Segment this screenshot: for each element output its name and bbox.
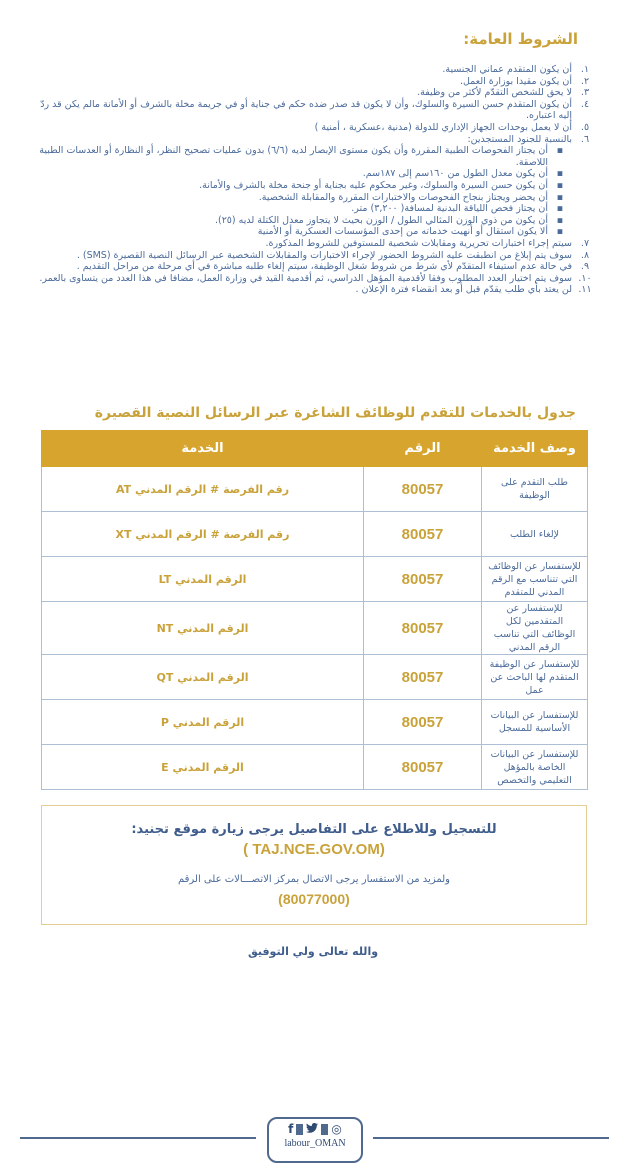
term-text: أن يكون مقيدا بوزارة العمل. (459, 75, 572, 87)
term-text: سوف يتم إبلاغ من انطبقت عليه الشروط الحضور لإجراء الاختبارات والمقابلات الشخصية عبر الرسائل النصية القصيرة (SMS) . (76, 249, 572, 261)
divider (321, 1124, 328, 1135)
table-row (42, 467, 588, 512)
term-text: سيتم إجراء اختبارات تحريرية ومقابلات شخصية للمستوفين للشروط المذكورة. (265, 237, 572, 249)
table-row (42, 602, 588, 655)
term-text: في حالة عدم استيفاء المتقدّم لأي شرط من شروط شغل الوظيفة، سيتم إلغاء طلبه مباشرة في أي مرحلة من مراحل التقديم . (76, 261, 572, 273)
term-item (38, 250, 598, 262)
footer-divider-left (20, 1137, 256, 1139)
term-item (38, 99, 598, 122)
condition-text: أن يكون حسن السيرة والسلوك، وغير محكوم عليه بجناية أو جنحة مخلة بالشرف والأمانة. (199, 179, 548, 191)
term-number: ٦. (580, 133, 590, 145)
condition-text: أن يجتاز فحص اللياقة البدنية لمسافة( ٣,٢٠٠) متر. (351, 203, 548, 215)
condition-text: ألا يكون استقال أو أنهيت خدماته من إحدى المؤسسات العسكرية أو الأمنية (257, 226, 548, 238)
divider (296, 1124, 303, 1135)
bullet-icon: ▪ (556, 168, 564, 180)
table-row (42, 745, 588, 790)
twitter-icon[interactable] (303, 1122, 321, 1136)
service-description: للإستفسار عن الوظائف التي تتناسب مع الرقم المدني للمتقدم (482, 557, 588, 602)
condition-item (38, 203, 598, 215)
services-table (41, 430, 588, 790)
sms-command: الرقم المدني NT (42, 602, 364, 655)
term-number: ٢. (580, 75, 590, 87)
condition-item (38, 192, 598, 204)
service-description: لإلغاء الطلب (482, 512, 588, 557)
sms-command: الرقم المدني QT (42, 655, 364, 700)
term-text: لن يعتد بأي طلب يقدّم قبل أو بعد انقضاء فترة الإعلان . (355, 284, 572, 296)
term-item (38, 64, 598, 76)
term-item (38, 87, 598, 99)
term-number: ٩. (580, 261, 590, 273)
term-number: ٨. (580, 249, 590, 261)
term-text: أن يكون المتقدم حسن السيرة والسلوك، وأن لا يكون قد صدر ضده حكم في جناية أو في جريمة مخلة بالشرف أو الأمانة مالم يكن قد ردّ إليه اعتباره. (40, 98, 572, 122)
term-number: ١١. (578, 284, 592, 296)
table-row (42, 512, 588, 557)
table-header-row (42, 431, 588, 467)
social-icons (269, 1122, 361, 1136)
service-description: للإستفسار عن المتقدمين لكل الوظائف التي تناسب الرقم المدني (482, 602, 588, 655)
term-item (38, 76, 598, 88)
term-item (38, 122, 598, 134)
condition-item (38, 168, 598, 180)
table-row (42, 557, 588, 602)
service-description: للإستفسار عن البيانات الخاصة بالمؤهل التعليمي والتخصص (482, 745, 588, 790)
bullet-icon: ▪ (556, 203, 564, 215)
register-text: للتسجيل وللاطلاع على التفاصيل يرجى زيارة موقع تجنيد: (131, 822, 497, 837)
sms-number: 80057 (364, 602, 482, 655)
term-number: ٥. (580, 121, 590, 133)
header-number: الرقم (364, 431, 482, 467)
table-row (42, 655, 588, 700)
table-row (42, 700, 588, 745)
sms-command: الرقم المدني LT (42, 557, 364, 602)
bullet-icon: ▪ (556, 191, 564, 203)
bullet-icon: ▪ (556, 145, 564, 157)
term-item (38, 134, 598, 146)
term-item (38, 261, 598, 273)
term-text: بالنسبة للجنود المستجدين: (467, 133, 572, 145)
service-description: للإستفسار عن البيانات الأساسية للمسجل (482, 700, 588, 745)
closing-text: والله تعالى ولي التوفيق (247, 945, 379, 958)
bullet-icon: ▪ (556, 179, 564, 191)
sms-number: 80057 (364, 745, 482, 790)
condition-text: أن يجتاز الفحوصات الطبية المقررة وأن يكون مستوى الإبصار لديه (٦/٦) بدون عمليات تصحيح النظر، أو النظارة أو العدسات الطبية اللاصقة. (39, 145, 548, 168)
term-number: ٤. (580, 98, 590, 110)
term-text: لا يحق للشخص التقدّم لأكثر من وظيفة. (417, 87, 572, 99)
term-item (38, 273, 598, 285)
condition-text: أن يكون من ذوي الوزن المثالي الطول / الوزن بحيث لا يتجاوز معدل الكتلة لديه (٢٥). (214, 214, 548, 226)
term-text: أن لا يعمل بوحدات الجهاز الإداري للدولة (مدنية ،عسكرية ، أمنية ) (314, 121, 572, 133)
condition-item (38, 180, 598, 192)
term-item (38, 284, 598, 296)
sms-number: 80057 (364, 700, 482, 745)
footer-divider-right (373, 1137, 609, 1139)
header-service: الخدمة (42, 431, 364, 467)
header-description: وصف الخدمة (482, 431, 588, 467)
term-number: ٧. (580, 237, 590, 249)
service-description: للإستفسار عن الوظيفة المتقدم لها الباحث عن عمل (482, 655, 588, 700)
website-link[interactable]: (TAJ.NCE.GOV.OM ) (243, 841, 385, 858)
condition-text: أن يحضر ويجتاز بنجاح الفحوصات والاختبارات المقررة والمقابلة الشخصية. (258, 191, 548, 203)
condition-item (38, 226, 598, 238)
condition-item (38, 215, 598, 227)
recruit-conditions-list (38, 145, 598, 238)
bullet-icon: ▪ (556, 214, 564, 226)
registration-info-box (41, 805, 587, 925)
sms-command: الرقم المدني E (42, 745, 364, 790)
service-description: طلب التقدم على الوظيفة (482, 467, 588, 512)
facebook-icon[interactable]: f (288, 1122, 294, 1136)
condition-item (38, 145, 598, 168)
sms-number: 80057 (364, 512, 482, 557)
bullet-icon: ▪ (556, 226, 564, 238)
term-number: ٣. (580, 87, 590, 99)
term-text: سوف يتم اختيار العدد المطلوب وفقا لأقدمية المؤهل الدراسي، ثم أقدمية القيد في وزارة العمل، مضافا في هذا العدد من يتساوى بالعمر. (39, 272, 572, 284)
phone-number[interactable]: (80077000) (278, 891, 350, 907)
term-item (38, 238, 598, 250)
sms-number: 80057 (364, 557, 482, 602)
social-media-badge (267, 1117, 363, 1163)
contact-text: ولمزيد من الاستفسار يرجى الاتصال بمركز الاتصـــالات على الرقم (177, 874, 451, 885)
sms-command: رقم الفرصة # الرقم المدني XT (42, 512, 364, 557)
sms-command: الرقم المدني P (42, 700, 364, 745)
terms-title: الشروط العامة: (463, 30, 578, 48)
instagram-icon[interactable]: ◎ (331, 1122, 342, 1136)
term-number: ١. (580, 64, 590, 75)
table-title: جدول بالخدمات للتقدم للوظائف الشاغرة عبر الرسائل النصية القصيرة (94, 405, 576, 421)
term-text: أن يكون المتقدم عماني الجنسية. (442, 64, 572, 75)
sms-number: 80057 (364, 467, 482, 512)
social-handle[interactable]: labour_OMAN (284, 1138, 346, 1149)
terms-list (38, 64, 598, 296)
term-number: ١٠. (578, 272, 592, 284)
sms-number: 80057 (364, 655, 482, 700)
sms-command: رقم الفرصة # الرقم المدني AT (42, 467, 364, 512)
condition-text: أن يكون معدل الطول من ١٦٠سم إلى ١٨٧سم. (362, 168, 548, 180)
